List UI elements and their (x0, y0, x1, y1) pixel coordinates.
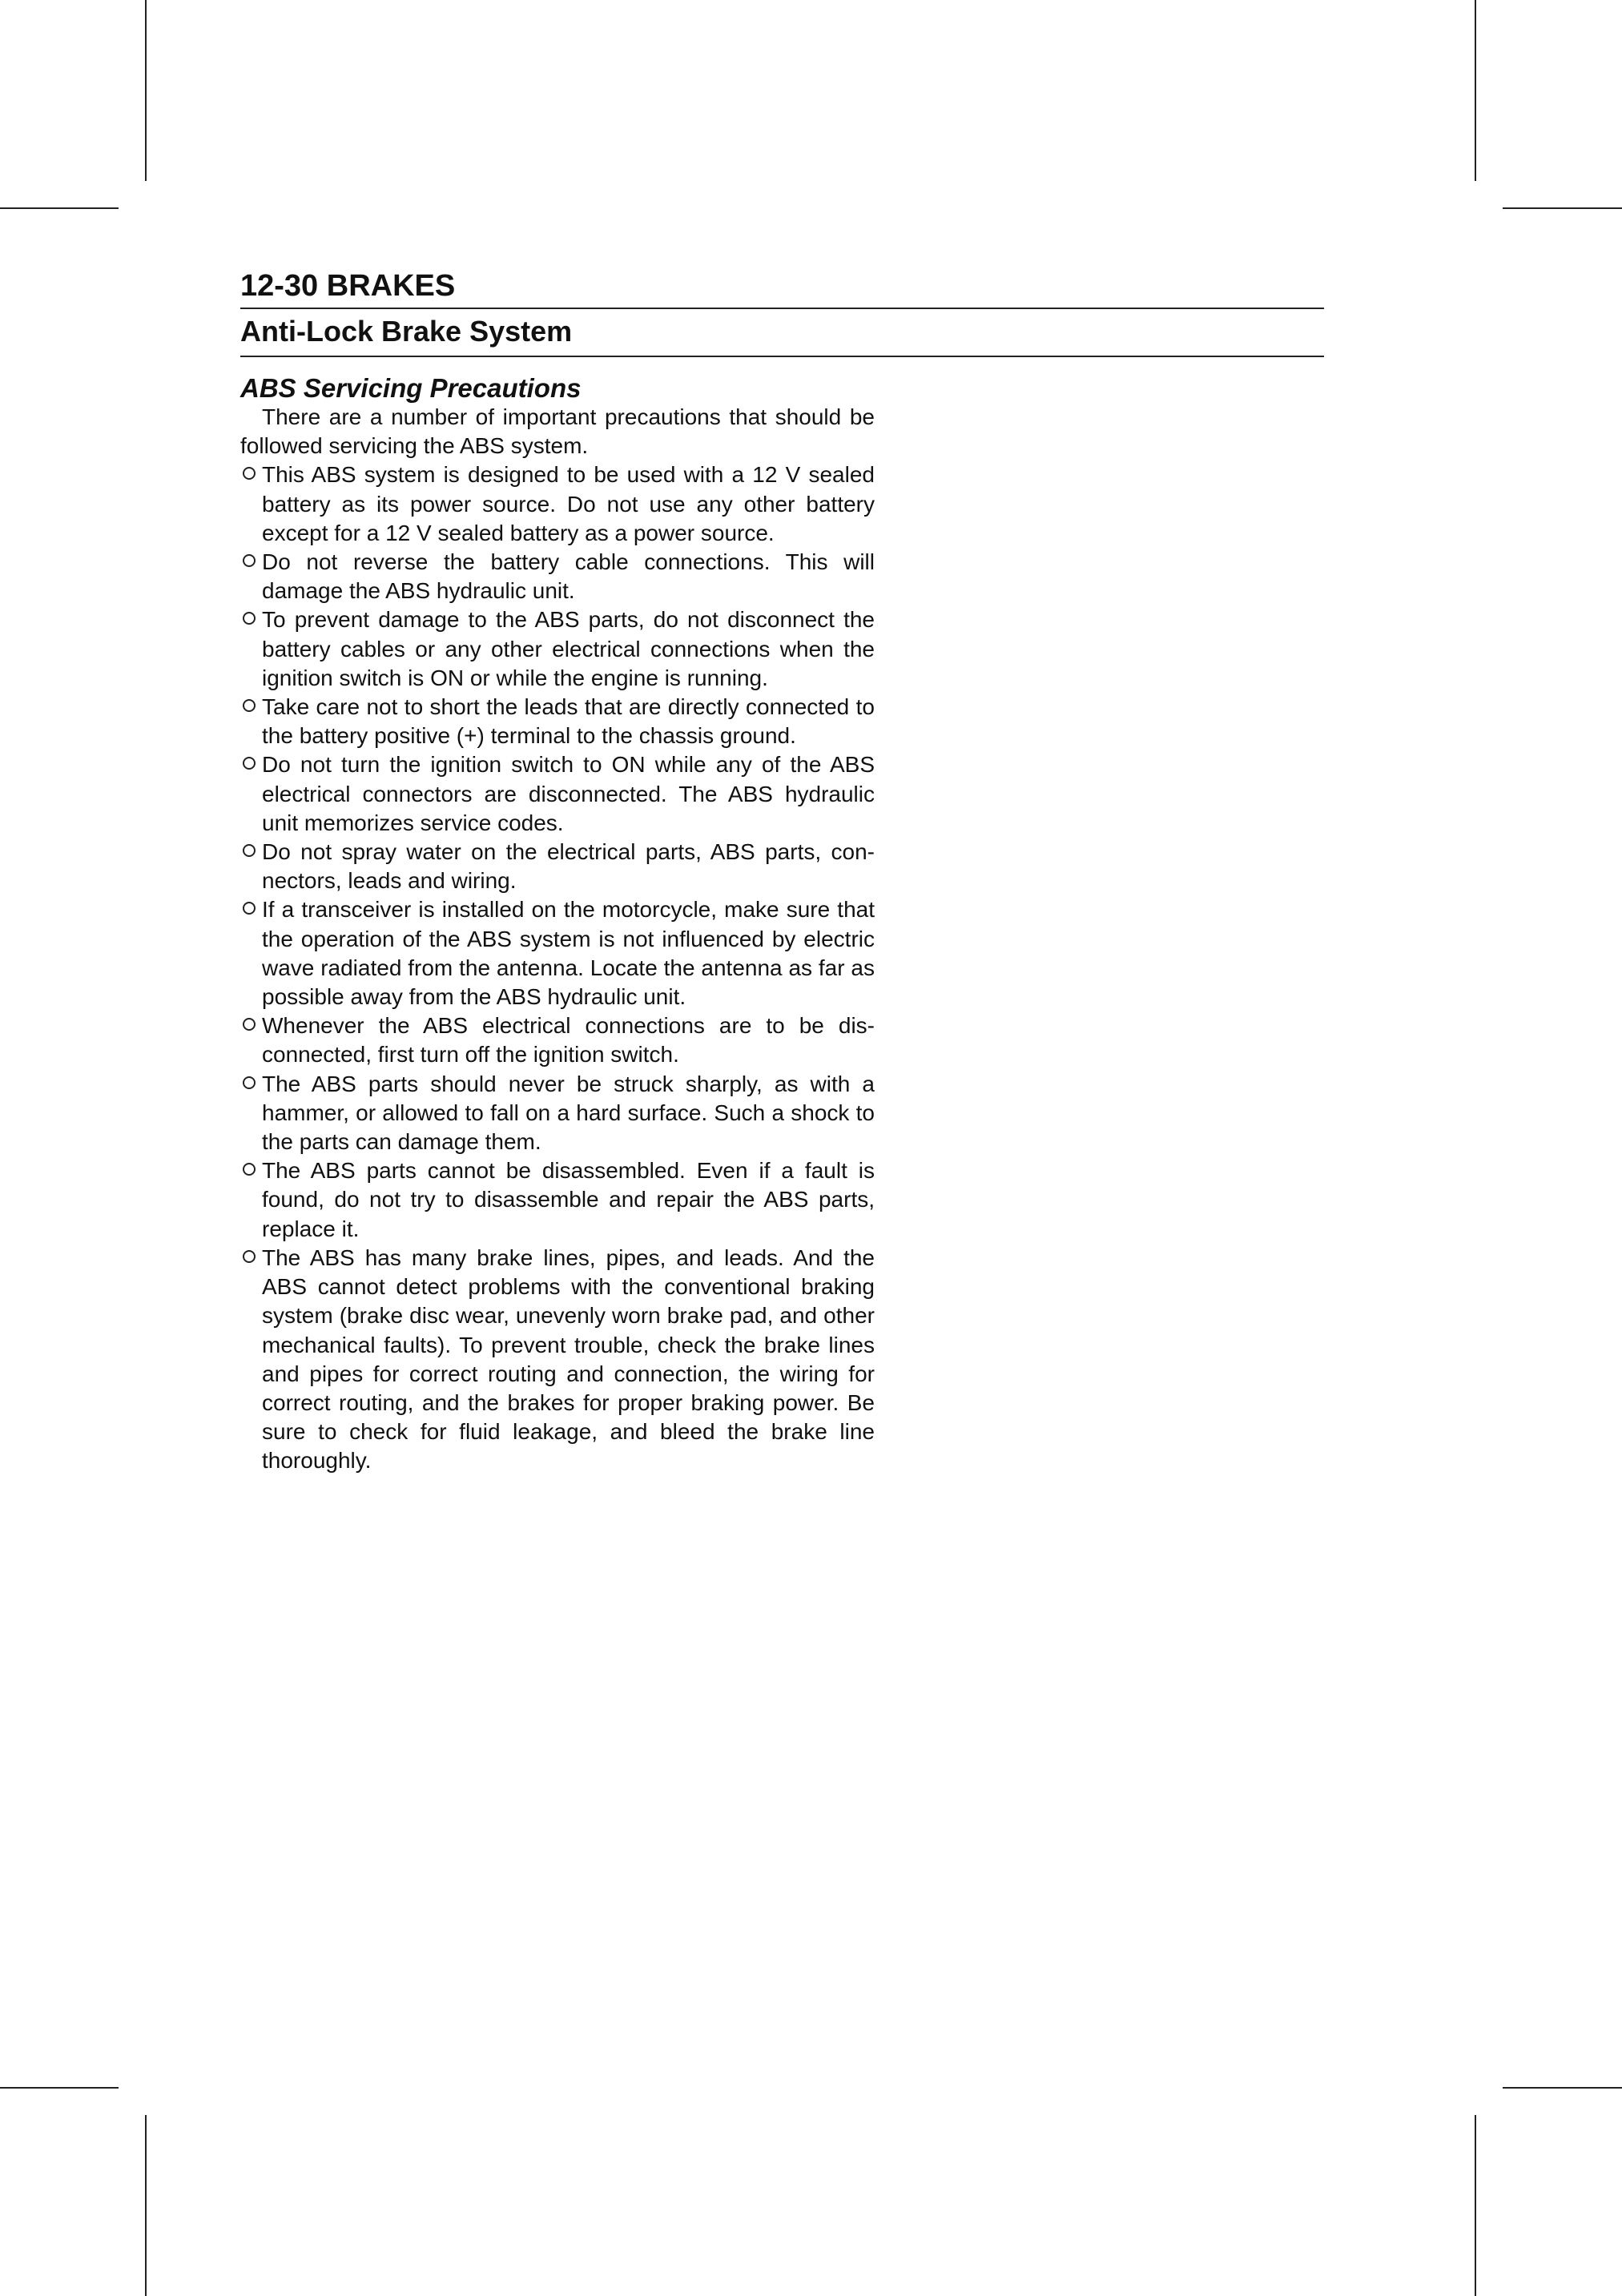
list-item-text: Take care not to short the leads that are directly connected to the battery positive (+) terminal to the chassis ground. (262, 694, 875, 749)
circle-bullet-icon (243, 1163, 256, 1176)
crop-mark-top-right-vertical (1475, 0, 1476, 181)
list-item-text: This ABS system is designed to be used with a 12 V sealed battery as its power source. Do not use any other battery except for a 12 V sealed battery as a power source. (262, 462, 875, 545)
crop-mark-bottom-right-horizontal (1503, 2087, 1622, 2089)
list-item (240, 1244, 875, 1476)
content-column (240, 370, 875, 1476)
circle-bullet-icon (243, 554, 256, 567)
crop-mark-bottom-right-vertical (1475, 2115, 1476, 2296)
list-item (240, 1011, 875, 1069)
section-title: Anti-Lock Brake System (240, 315, 573, 348)
header-rule-top (240, 308, 1324, 309)
circle-bullet-icon (243, 699, 256, 712)
subheading: ABS Servicing Precautions (240, 373, 582, 403)
circle-bullet-icon (243, 902, 256, 915)
circle-bullet-icon (243, 1018, 256, 1031)
list-item-text: The ABS parts cannot be disassembled. Even if a fault is found, do not try to disassemble and repair the ABS parts, replace it. (262, 1158, 875, 1241)
list-item-text: Do not spray water on the electrical parts, ABS parts, connectors, leads and wiring. (262, 839, 875, 894)
circle-bullet-icon (243, 757, 256, 770)
crop-mark-bottom-left-vertical (145, 2115, 147, 2296)
list-item-text: The ABS has many brake lines, pipes, and leads. And the ABS cannot detect problems with the conventional braking system (brake disc wear, unevenly worn brake pad, and other mechanical faults). To prevent trouble, check the brake lines and pipes for correct routing and connection, the wiring for correct routing, and the brakes for proper braking power. Be sure to check for fluid leakage, and bleed the brake line thoroughly. (262, 1245, 875, 1474)
crop-mark-top-right-horizontal (1503, 207, 1622, 209)
list-item (240, 693, 875, 750)
list-item-text: If a transceiver is installed on the motorcycle, make sure that the operation of the ABS system is not influenced by electric wave radiated from the antenna. Locate the antenna as far as possible away from the ABS hydraulic unit. (262, 897, 875, 1010)
circle-bullet-icon (243, 1076, 256, 1089)
crop-mark-top-left-vertical (145, 0, 147, 181)
list-item-text: Do not turn the ignition switch to ON while any of the ABS electrical connectors are disconnected. The ABS hydraulic unit memorizes service codes. (262, 752, 875, 835)
list-item (240, 1070, 875, 1157)
crop-mark-bottom-left-horizontal (0, 2087, 119, 2089)
circle-bullet-icon (243, 1250, 256, 1263)
crop-mark-top-left-horizontal (0, 207, 119, 209)
list-item-text: To prevent damage to the ABS parts, do not disconnect the battery cables or any other electrical connections when the ignition switch is ON or while the engine is running. (262, 607, 875, 690)
list-item (240, 548, 875, 605)
intro-paragraph: There are a number of important precautions that should be followed servicing the ABS system. (240, 404, 875, 459)
page-header (240, 264, 1324, 357)
list-item (240, 460, 875, 548)
header-rule-bottom (240, 356, 1324, 357)
list-item (240, 605, 875, 693)
list-item-text: Do not reverse the battery cable connections. This will damage the ABS hydraulic unit. (262, 549, 875, 604)
list-item-text: The ABS parts should never be struck sharply, as with a hammer, or allowed to fall on a hard surface. Such a shock to the parts can damage them. (262, 1071, 875, 1155)
list-item (240, 838, 875, 895)
circle-bullet-icon (243, 612, 256, 625)
list-item-text: Whenever the ABS electrical connections are to be disconnected, first turn off the ignition switch. (262, 1013, 875, 1068)
list-item (240, 895, 875, 1011)
circle-bullet-icon (243, 844, 256, 857)
circle-bullet-icon (243, 467, 256, 480)
list-item (240, 1156, 875, 1244)
section-number: 12-30 BRAKES (240, 269, 456, 303)
list-item (240, 750, 875, 838)
precautions-list (240, 460, 875, 1475)
